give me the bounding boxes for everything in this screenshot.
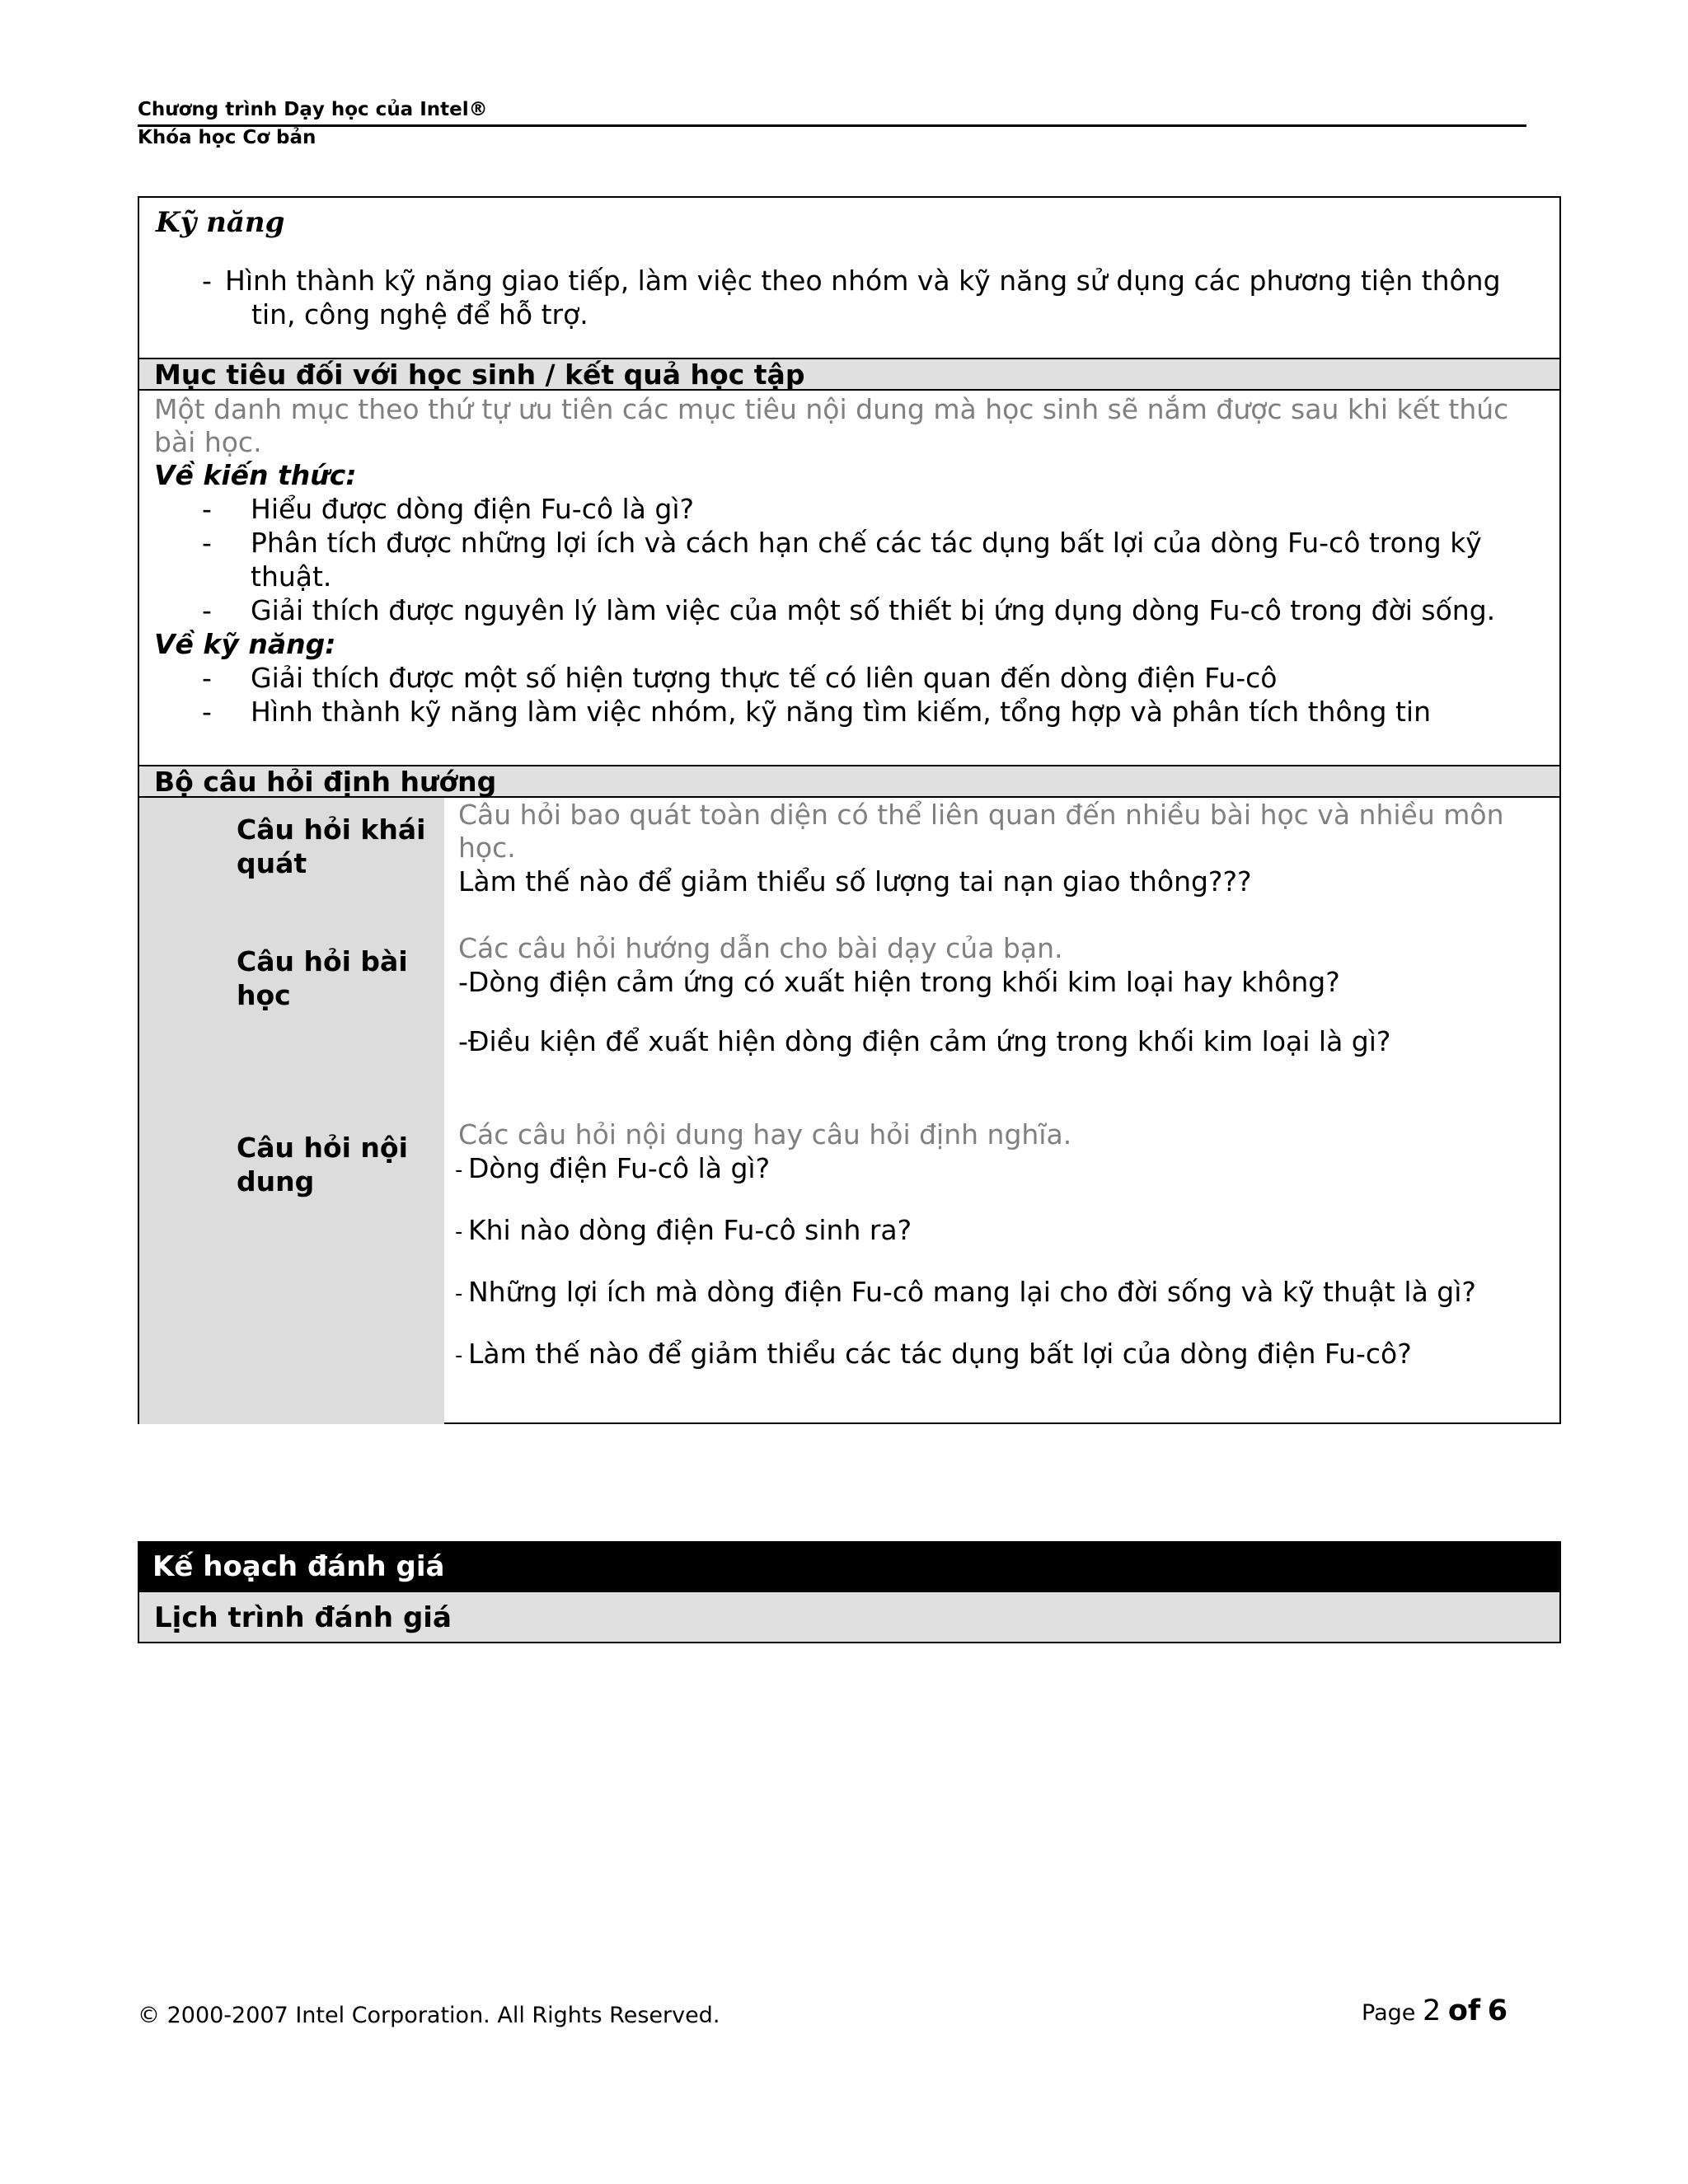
skill-dash-2: - [202,696,212,728]
questions-bar [139,765,1559,798]
skills-dash: - [202,265,212,297]
essential-hint-line2: học. [458,832,516,864]
assessment-plan-bar [138,1541,1561,1592]
unit-question-2: -Điều kiện để xuất hiện dòng điện cảm ứng trong khối kim loại là gì? [458,1025,1391,1057]
page-word: Page [1362,2000,1416,2026]
objectives-title: Mục tiêu đối với học sinh / kết quả học tập [154,359,805,391]
skill-item-1: Giải thích được một số hiện tượng thực tế có liên quan đến dòng điện Fu-cô [251,662,1278,694]
questions-title: Bộ câu hỏi định hướng [154,766,497,798]
content-label-line1: Câu hỏi nội [237,1132,408,1164]
content-label-line2: dung [237,1165,315,1197]
essential-label-line2: quát [237,847,307,879]
knowledge-item-1: Hiểu được dòng điện Fu-cô là gì? [251,493,695,525]
skills-title: Kỹ năng [156,206,285,239]
unit-label-line2: học [237,979,291,1011]
header-rule [138,124,1526,127]
content-question-3: Những lợi ích mà dòng điện Fu-cô mang lại cho đời sống và kỹ thuật là gì? [468,1276,1476,1308]
content-question-label [237,1131,443,1198]
knowledge-dash-2: - [202,527,212,559]
page-total: 6 [1487,1994,1508,2027]
knowledge-item-3: Giải thích được nguyên lý làm việc của một số thiết bị ứng dụng dòng Fu-cô trong đời sống. [251,594,1496,626]
content-question-4: Làm thế nào để giảm thiểu các tác dụng bất lợi của dòng điện Fu-cô? [468,1338,1412,1370]
objectives-description-line2: bài học. [154,426,262,458]
essential-question: Làm thế nào để giảm thiểu số lượng tai nạn giao thông??? [458,865,1252,898]
content-hint: Các câu hỏi nội dung hay câu hỏi định nghĩa. [458,1118,1072,1151]
skill-dash-1: - [202,662,212,694]
knowledge-heading: Về kiến thức: [154,459,357,491]
assessment-plan-title: Kế hoạch đánh giá [152,1550,445,1583]
objectives-bar [139,358,1559,391]
skills-item-line2: tin, công nghệ để hỗ trợ. [251,298,588,330]
knowledge-item-2-cont: thuật. [251,560,332,593]
content-dash-1: - [455,1158,463,1183]
content-dash-4: - [455,1343,463,1368]
knowledge-dash-1: - [202,493,212,525]
content-dash-2: - [455,1220,463,1244]
header-program: Chương trình Dạy học của Intel® [138,99,488,120]
page-current: 2 [1422,1994,1442,2027]
footer-copyright: © 2000-2007 Intel Corporation. All Rights Reserved. [138,2003,720,2028]
unit-hint: Các câu hỏi hướng dẫn cho bài dạy của bạn. [458,932,1063,964]
content-question-2: Khi nào dòng điện Fu-cô sinh ra? [468,1214,912,1246]
knowledge-dash-3: - [202,594,212,626]
page-of: of [1447,1994,1481,2027]
questions-label-column [139,798,444,1424]
unit-question-1: -Dòng điện cảm ứng có xuất hiện trong khối kim loại hay không? [458,966,1340,998]
lesson-table [138,196,1561,1424]
skills-item-line1: Hình thành kỹ năng giao tiếp, làm việc theo nhóm và kỹ năng sử dụng các phương tiện thông [225,265,1501,297]
unit-question-label [237,944,443,1012]
essential-label-line1: Câu hỏi khái [237,813,426,846]
assessment-schedule-title: Lịch trình đánh giá [154,1601,452,1634]
content-question-1: Dòng điện Fu-cô là gì? [468,1152,771,1184]
objectives-description-line1: Một danh mục theo thứ tự ưu tiên các mục tiêu nội dung mà học sinh sẽ nắm được sau khi kết thúc [154,393,1509,425]
unit-label-line1: Câu hỏi bài [237,945,408,977]
assessment-schedule-bar [138,1592,1561,1643]
header-course: Khóa học Cơ bản [138,127,316,148]
essential-question-label [237,813,443,880]
skill-item-2: Hình thành kỹ năng làm việc nhóm, kỹ năng tìm kiếm, tổng hợp và phân tích thông tin [251,696,1432,728]
skills-heading: Về kỹ năng: [154,628,336,660]
footer-page-number [1362,1994,1507,2030]
essential-hint-line1: Câu hỏi bao quát toàn diện có thể liên quan đến nhiều bài học và nhiều môn [458,799,1504,831]
content-dash-3: - [455,1282,463,1306]
knowledge-item-2: Phân tích được những lợi ích và cách hạn chế các tác dụng bất lợi của dòng Fu-cô trong kỹ [251,527,1482,559]
